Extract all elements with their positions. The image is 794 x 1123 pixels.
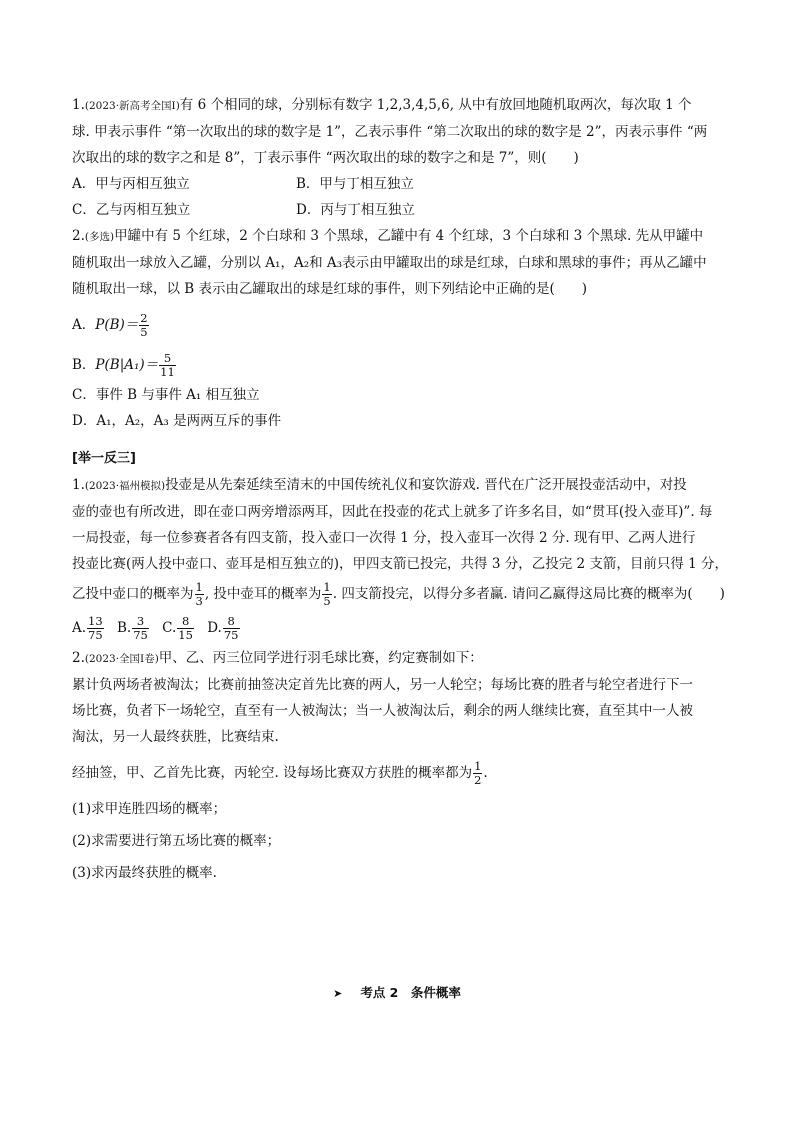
problem-number: 1.: [72, 97, 85, 113]
fraction: $\frac{1}{3}$: [195, 580, 203, 608]
option-b: B. $\frac{3}{75}$: [116, 614, 148, 642]
document-body: [72, 92, 732, 886]
problem-text: 有 6 个相同的球，分别标有数字 1,2,3,4,5,6, 从中有放回地随机取两次，每次取 1 个: [179, 97, 692, 113]
option-a: A．P(B)＝ $\frac{2}{5}$: [72, 311, 148, 339]
option-b: B．甲与丁相互独立: [296, 176, 414, 192]
fraction: $\frac{1}{5}$: [323, 580, 331, 608]
option-expression: P(B|A₁)＝: [95, 357, 159, 373]
problem-b1: [72, 472, 732, 645]
option-c: C. $\frac{8}{15}$: [162, 614, 193, 642]
options-row: [72, 197, 732, 223]
fraction: $\frac{8}{15}$: [178, 614, 193, 642]
problem-text: 投壶比赛(两人投中壶口、壶耳是相互独立的)，甲四支箭已投完，共得 3 分，乙投完 2 支箭，目前只得 1 分，: [72, 556, 729, 572]
problem-text: 球. 甲表示事件 “第一次取出的球的数字是 1”，乙表示事件 “第二次取出的球的数字是 2”，丙表示事件 “两: [72, 124, 708, 140]
sub-question-1: (1)求甲连胜四场的概率；: [72, 801, 227, 817]
option-d: D．A₁，A₂，A₃ 是两两互斥的事件: [72, 413, 282, 429]
problem-text: 甲罐中有 5 个红球，2 个白球和 3 个黑球，乙罐中有 4 个红球，3 个白球和 3 个黑球. 先从甲罐中: [114, 228, 704, 244]
option-b: B．P(B|A₁)＝ $\frac{5}{11}$: [72, 351, 175, 379]
problem-text: 投壶是从先秦延续至清末的中国传统礼仪和宴饮游戏. 晋代在广泛开展投壶活动中，对投: [165, 477, 687, 493]
problem-source: (2023·全国Ⅰ卷): [84, 653, 159, 665]
section-title: [0, 983, 794, 1001]
arrow-icon: ➤: [333, 987, 343, 1000]
fraction: $\frac{2}{5}$: [140, 311, 148, 339]
problem-a1: [72, 92, 732, 223]
options-row: [72, 171, 732, 197]
fraction: $\frac{8}{75}$: [223, 614, 239, 642]
problem-text: 随机取出一球，以 B 表示由乙罐取出的球是红球的事件，则下列结论中正确的是( ): [72, 281, 588, 297]
sub-question-2: (2)求需要进行第五场比赛的概率；: [72, 833, 281, 849]
fraction: $\frac{1}{2}$: [474, 759, 482, 787]
section-heading: [举一反三]: [72, 451, 136, 466]
fraction: $\frac{13}{75}$: [88, 614, 103, 642]
problem-source: (2023·新高考全国Ⅰ): [84, 100, 180, 112]
option-c: C．事件 B 与事件 A₁ 相互独立: [72, 387, 260, 403]
problem-number: 2.: [72, 650, 85, 666]
option-a: A. $\frac{13}{75}$: [72, 614, 103, 642]
fraction: $\frac{3}{75}$: [133, 614, 148, 642]
problem-text: 一局投壶，每一位参赛者各有四支箭，投入壶口一次得 1 分，投入壶耳一次得 2 分. 现有甲、乙两人进行: [72, 530, 696, 546]
option-d: D．丙与丁相互独立: [296, 202, 415, 218]
problem-text: 壶的壶也有所改进，即在壶口两旁增添两耳，因此在投壶的花式上就多了许多名目，如“贯耳(投入壶耳)”. 每: [72, 504, 713, 520]
fraction: $\frac{5}{11}$: [160, 351, 175, 379]
problem-text: 次取出的球的数字之和是 8”，丁表示事件 “两次取出的球的数字之和是 7”，则( ): [72, 150, 579, 166]
option-a: A．甲与丙相互独立: [72, 176, 190, 192]
problem-b2: [72, 645, 732, 886]
option-c: C．乙与丙相互独立: [72, 202, 191, 218]
problem-number: 2.: [72, 228, 85, 244]
problem-text: 甲、乙、丙三位同学进行羽毛球比赛，约定赛制如下：: [158, 650, 483, 666]
problem-a2: [72, 223, 732, 434]
problem-text: 场比赛，负者下一场轮空，直至有一人被淘汰；当一人被淘汰后，剩余的两人继续比赛，直至其中一人被: [72, 703, 693, 719]
problem-text: 累计负两场者被淘汰；比赛前抽签决定首先比赛的两人，另一人轮空；每场比赛的胜者与轮空者进行下一: [72, 677, 693, 693]
problem-text: 乙投中壶口的概率为 $\frac{1}{3}$ , 投中壶耳的概率为 $\frac{1}{5}$ . 四支箭投完，以得分多者赢. 请问乙赢得这局比赛的概率为( ): [72, 580, 725, 608]
problem-text: 经抽签，甲、乙首先比赛，丙轮空. 设每场比赛双方获胜的概率都为 $\frac{1}{2}$ .: [72, 759, 488, 787]
option-d: D. $\frac{8}{75}$: [207, 614, 239, 642]
sub-question-3: (3)求丙最终获胜的概率.: [72, 865, 217, 881]
option-expression: P(B)＝: [95, 317, 139, 333]
problem-number: 1.: [72, 477, 85, 493]
options-row: [72, 611, 732, 645]
problem-text: 随机取出一球放入乙罐，分别以 A₁，A₂和 A₃表示由甲罐取出的球是红球，白球和黑球的事件；再从乙罐中: [72, 255, 707, 271]
problem-source: (多选): [84, 231, 115, 243]
problem-source: (2023·福州模拟): [84, 480, 166, 492]
problem-text: 淘汰，另一人最终获胜，比赛结束.: [72, 729, 279, 745]
section-title-text: 考点 2 条件概率: [360, 985, 461, 1000]
